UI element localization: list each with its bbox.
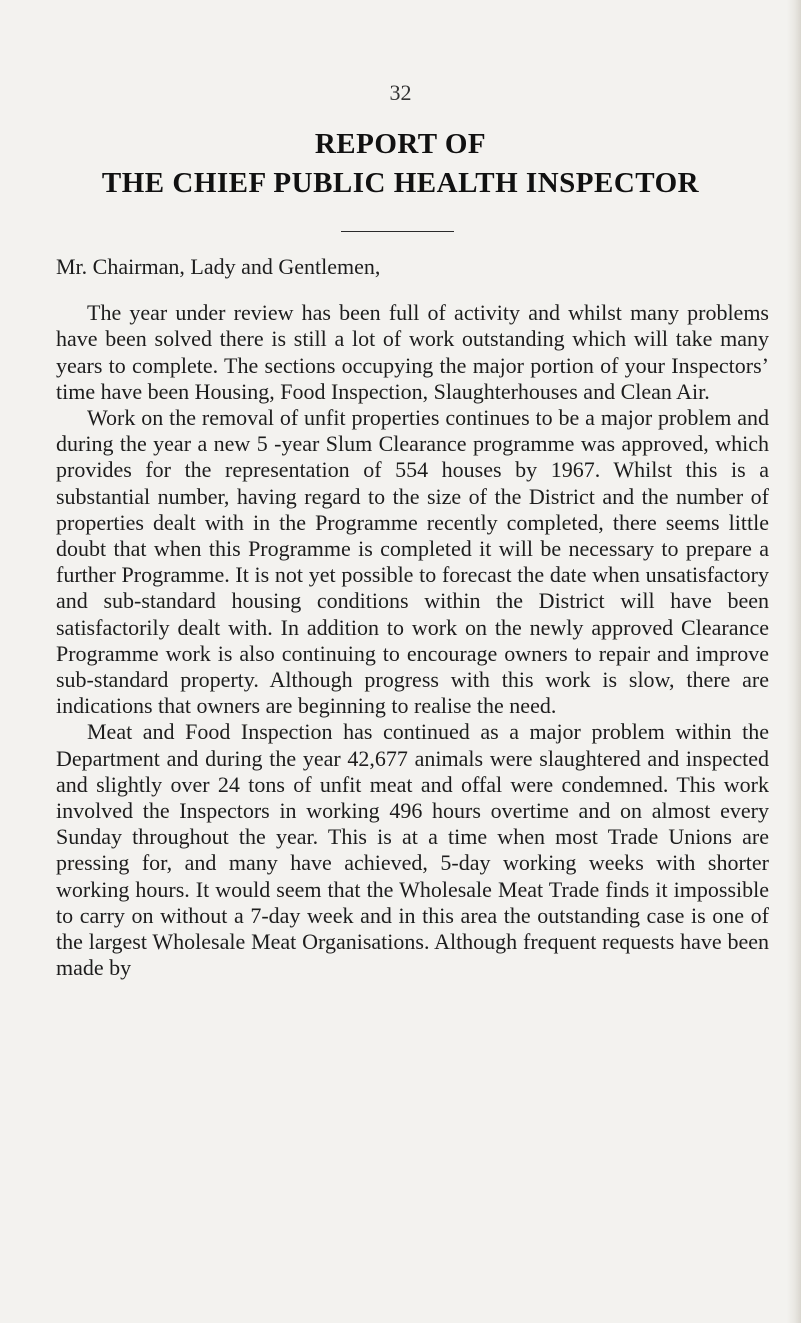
paragraph-overview: The year under review has been full of activity and whilst many problems have been solved there is still a lot of work outstanding which will take many years to complete. The sections occupying the major portion of your Inspectors’ time have been Housing, Food Inspection, Slaughterhouses and Clean Air. — [56, 300, 769, 404]
report-body — [56, 254, 769, 981]
paragraph-housing: Work on the removal of unfit properties continues to be a major problem and during the year a new 5 -year Slum Clearance programme was approved, which provides for the representation of 554 houses by 1967. Whilst this is a substantial number, having regard to the size of the District and the number of properties dealt with in the Programme recently completed, there seems little doubt that when this Programme is completed it will be necessary to prepare a further Programme. It is not yet possible to forecast the date when unsatisfactory and sub-standard housing conditions within the District will have been satisfactorily dealt with. In addition to work on the newly approved Clearance Programme work is also continuing to encourage owners to repair and improve sub-standard property. Although progress with this work is slow, there are indications that owners are beginning to realise the need. — [56, 405, 769, 719]
salutation: Mr. Chairman, Lady and Gentlemen, — [56, 254, 381, 279]
paragraph-meat-inspection: Meat and Food Inspection has continued as a major problem within the Department and during the year 42,677 animals were slaughtered and inspected and slightly over 24 tons of unfit meat and offal were condemned. This work involved the Inspectors in working 496 hours overtime and on almost every Sunday throughout the year. This is at a time when most Trade Unions are pressing for, and many have achieved, 5-day working weeks with shorter working hours. It would seem that the Wholesale Meat Trade finds it impossible to carry on without a 7-day week and in this area the outstanding case is one of the largest Wholesale Meat Organisations. Although frequent requests have been made by — [56, 719, 769, 981]
report-title-line-2: THE CHIEF PUBLIC HEALTH INSPECTOR — [101, 167, 700, 199]
report-title-line-1: REPORT OF — [314, 128, 487, 160]
title-divider — [341, 231, 454, 232]
page-number: 32 — [389, 80, 412, 105]
